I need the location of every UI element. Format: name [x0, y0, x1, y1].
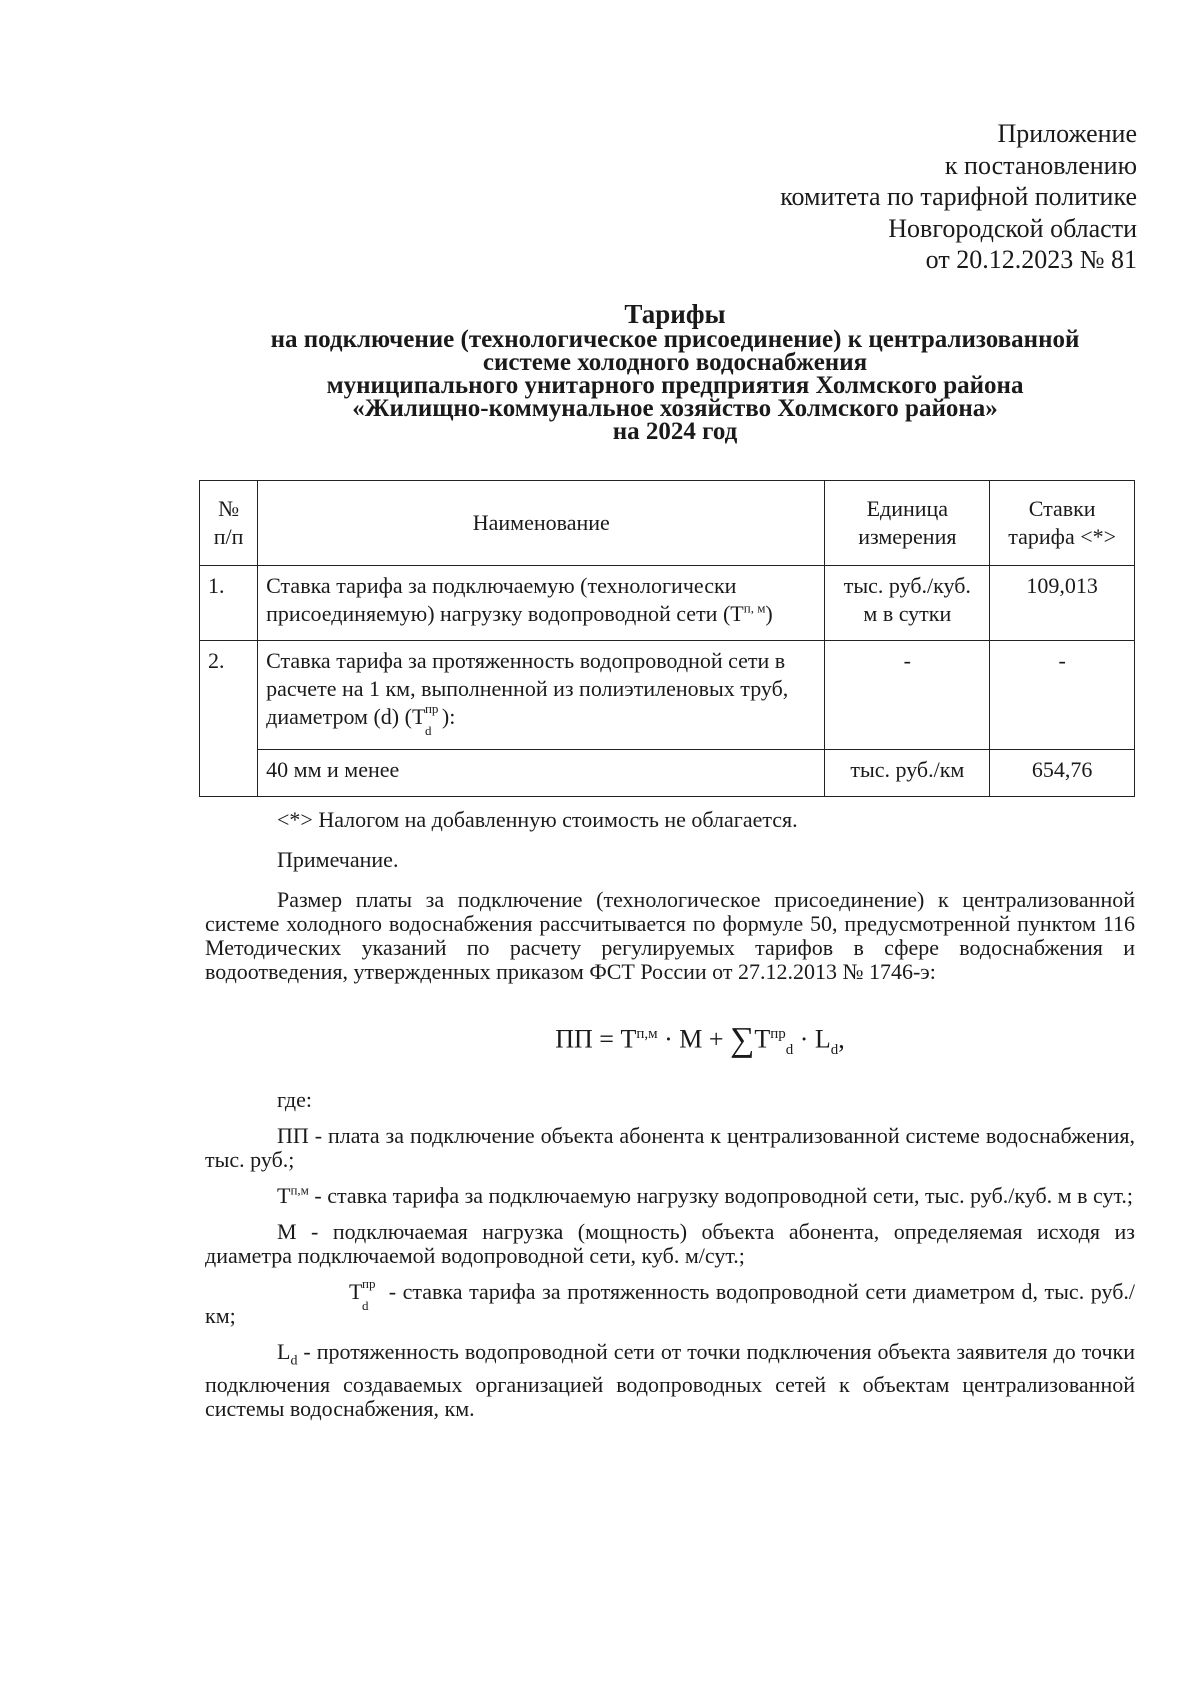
formula-t2-sup: пр [770, 1026, 786, 1042]
appendix-line-3: комитета по тарифной политике [780, 182, 1137, 211]
formula-t2-sub: d [785, 1041, 794, 1058]
remark-paragraph: Размер платы за подключение (технологическое присоединение) к централизованной системе холодного водоснабжения рассчитывается по формуле 50, предусмотренной пунктом 116 Методических указаний по расчету регулируемых тарифов в сфере водоснабжения и водоотведения, утвержденных приказом ФСТ России от 27.12.2013 № 1746-э: [205, 887, 1135, 984]
header-name: Наименование [258, 481, 825, 566]
row-2-name-end: ): [441, 704, 456, 729]
definition-td-sub: d [362, 1297, 369, 1313]
definition-ld-text: - протяженность водопроводной сети от точки подключения объекта заявителя до точки подключения создаваемых организацией водопроводных сетей к объектам централизованной системы водоснабжения, км. [205, 1338, 1135, 1422]
table-row [200, 750, 1135, 797]
connection-fee-formula [265, 1022, 1135, 1062]
row-1-rate: 109,013 [990, 566, 1135, 641]
appendix-line-1: Приложение [997, 119, 1137, 148]
where-label: где: [277, 1086, 312, 1112]
row-1-unit-line-1: тыс. руб./куб. [843, 573, 971, 598]
formula-lhs: ПП [555, 1024, 593, 1054]
header-unit [825, 481, 990, 566]
table-row [200, 641, 1135, 750]
row-1-name [258, 566, 825, 641]
appendix-line-5: от 20.12.2023 № 81 [925, 245, 1137, 274]
spacer [205, 872, 1135, 888]
definition-td [205, 1275, 1135, 1328]
definition-td-symbol [277, 1275, 376, 1313]
formula-t2: Т [754, 1024, 771, 1054]
definition-ld [205, 1340, 1135, 1421]
definition-ld-symbol: L [277, 1338, 291, 1364]
formula-end: , [838, 1024, 845, 1054]
sum-icon: ∑ [730, 1021, 755, 1059]
row-2-name-text: Ставка тарифа за протяженность водопроводной сети в расчете на 1 км, выполненной из полиэтиленовых труб, диаметром (d) ( [266, 648, 789, 729]
table-header-row [200, 481, 1135, 566]
tariff-table [199, 480, 1135, 797]
formula-mid2: · L [793, 1024, 831, 1054]
row-2-symbol-t: Т [411, 704, 426, 729]
formula-eq: = Т [592, 1024, 637, 1054]
header-unit-line-2: измерения [858, 524, 957, 549]
appendix-reference [780, 118, 1137, 276]
title-line-5: на 2024 год [612, 418, 738, 445]
row-1-name-sup: п, м [743, 600, 766, 616]
remark-label: Примечание. [277, 847, 399, 872]
header-rate [990, 481, 1135, 566]
formula-mid: · М + [657, 1024, 731, 1054]
title-line-4: «Жилищно-коммунальное хозяйство Холмского района» [352, 395, 998, 422]
header-unit-line-1: Единица [866, 496, 949, 521]
row-3-unit: тыс. руб./км [825, 750, 990, 797]
row-2-num: 2. [200, 641, 258, 797]
definition-m: М - подключаемая нагрузка (мощность) объекта абонента, определяемая исходя из диаметра подключаемой водопроводной сети, куб. м/сут.; [205, 1218, 1135, 1268]
row-1-num: 1. [200, 566, 258, 641]
row-3-name: 40 мм и менее [258, 750, 825, 797]
row-1-name-text: Ставка тарифа за подключаемую (технологически присоединяемую) нагрузку водопроводной сети (Т [266, 573, 744, 626]
definition-t-symbol: Т [277, 1182, 291, 1208]
spacer [205, 832, 1135, 848]
header-num-line-2: п/п [213, 524, 244, 549]
formula-t-sup: п,м [636, 1026, 658, 1042]
row-2-name [258, 641, 825, 750]
definition-t-sup: п,м [290, 1182, 309, 1198]
definition-pp: ПП - плата за подключение объекта абонента к централизованной системе водоснабжения, тыс. руб.; [205, 1122, 1135, 1172]
row-2-symbol-sup: пр [424, 701, 439, 716]
row-2-name-symbol [411, 701, 439, 738]
definition-t [205, 1184, 1135, 1208]
formula-l-sub: d [830, 1041, 839, 1058]
row-1-unit [825, 566, 990, 641]
table-row [200, 566, 1135, 641]
appendix-line-4: Новгородской области [888, 213, 1137, 243]
definition-t-text: - ставка тарифа за подключаемую нагрузку водопроводной сети, тыс. руб./куб. м в сут.; [308, 1182, 1134, 1208]
document-body [205, 808, 1135, 1421]
header-num [200, 481, 258, 566]
definition-td-t: Т [349, 1278, 363, 1304]
appendix-line-2: к постановлению [944, 150, 1137, 180]
definition-td-sup: пр [362, 1275, 376, 1291]
document-title [120, 300, 1200, 443]
definition-td-text: - ставка тарифа за протяженность водопроводной сети диаметром d, тыс. руб./км; [205, 1278, 1135, 1328]
header-num-line-1: № [218, 496, 240, 521]
definition-ld-sub: d [290, 1353, 298, 1369]
row-1-unit-line-2: м в сутки [863, 601, 952, 626]
row-2-unit: - [825, 641, 990, 750]
vat-note: <*> Налогом на добавленную стоимость не облагается. [277, 807, 798, 832]
header-rate-line-1: Ставки [1028, 496, 1096, 521]
title-main: Тарифы [624, 299, 726, 329]
header-rate-line-2: тарифа <*> [1008, 524, 1117, 549]
row-2-symbol-sub: d [424, 723, 432, 738]
title-line-1: на подключение (технологическое присоединение) к централизованной [270, 326, 1080, 353]
row-2-rate: - [990, 641, 1135, 750]
row-1-name-end: ) [765, 601, 773, 626]
title-line-3: муниципального унитарного предприятия Холмского района [326, 372, 1024, 399]
title-line-2: системе холодного водоснабжения [482, 349, 868, 376]
row-3-rate: 654,76 [990, 750, 1135, 797]
